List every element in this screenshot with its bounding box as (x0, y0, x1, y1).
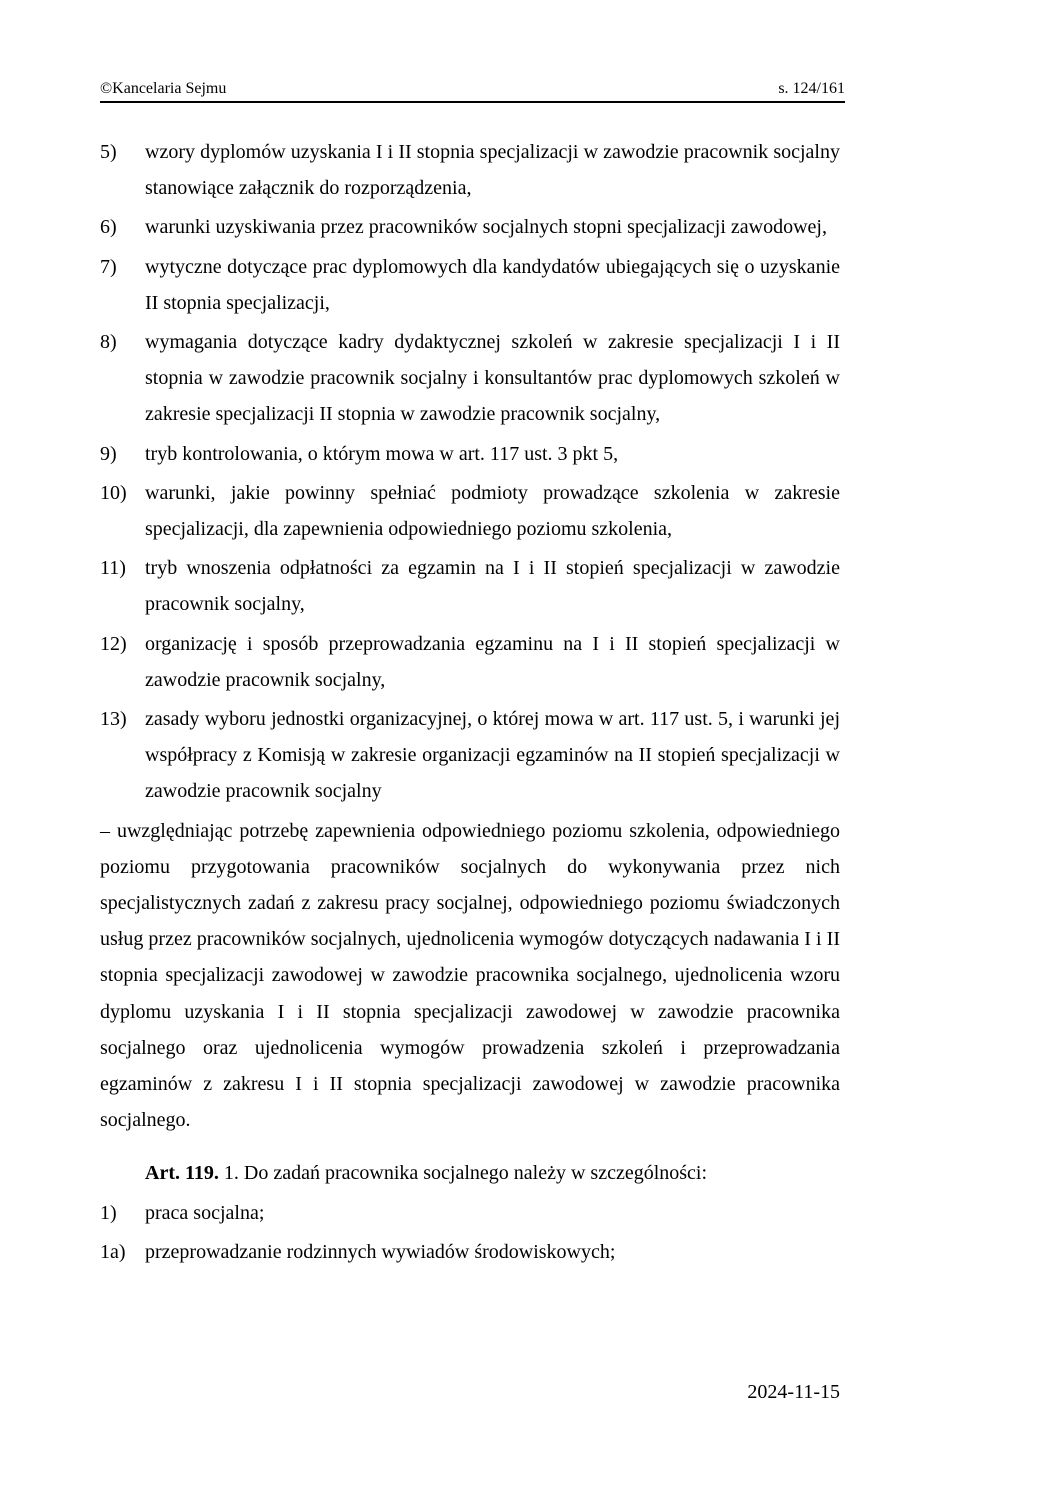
document-body (100, 134, 840, 1273)
list-item-text: warunki uzyskiwania przez pracowników socjalnych stopni specjalizacji zawodowej, (145, 216, 827, 239)
list-item (100, 475, 840, 547)
list-item-text: organizację i sposób przeprowadzania egzaminu na I i II stopień specjalizacji w zawodzie pracownik socjalny, (145, 632, 840, 691)
list-item-number: 11) (100, 557, 126, 580)
list-item (100, 324, 840, 433)
list-item (100, 701, 840, 810)
list-item-number: 12) (100, 632, 127, 655)
list-item-number: 1a) (100, 1240, 126, 1263)
list-item (100, 249, 840, 321)
list-item-text: wytyczne dotyczące prac dyplomowych dla kandydatów ubiegających się o uzyskanie II stopnia specjalizacji, (145, 255, 840, 314)
list-item (100, 1195, 840, 1231)
list-item (100, 209, 840, 245)
page-footer-date: 2024-11-15 (747, 1381, 840, 1403)
list-item (100, 1234, 840, 1270)
header-page-number: s. 124/161 (778, 80, 845, 97)
list-item-number: 13) (100, 708, 127, 731)
list-item-number: 7) (100, 255, 117, 278)
closing-paragraph: – uwzględniając potrzebę zapewnienia odpowiedniego poziomu szkolenia, odpowiedniego poziomu przygotowania pracowników socjalnych do wykonywania przez nich specjalistycznych zadań z zakresu pracy socjalnej, odpowiedniego poziomu świadczonych usług przez pracowników socjalnych, ujednolicenia wymogów dotyczących nadawania I i II stopnia specjalizacji zawodowej w zawodzie pracownika socjalnego, ujednolicenia wzoru dyplomu uzyskania I i II stopnia specjalizacji zawodowej w zawodzie pracownika socjalnego oraz ujednolicenia wymogów prowadzenia szkoleń i przeprowadzania egzaminów z zakresu I i II stopnia specjalizacji zawodowej w zawodzie pracownika socjalnego. (100, 819, 840, 1132)
list-item-number: 1) (100, 1201, 117, 1224)
list-item (100, 626, 840, 698)
list-item-number: 9) (100, 442, 117, 465)
header-publisher: ©Kancelaria Sejmu (100, 80, 227, 97)
list-item-number: 8) (100, 331, 117, 354)
list-item-text: praca socjalna; (145, 1201, 265, 1224)
article-intro-text: 1. Do zadań pracownika socjalnego należy w szczególności: (218, 1162, 708, 1185)
list-item-number: 6) (100, 216, 117, 239)
article-number: Art. 119. (145, 1162, 219, 1185)
page-header (100, 80, 845, 103)
list-item-text: tryb wnoszenia odpłatności za egzamin na I i II stopień specjalizacji w zawodzie pracownik socjalny, (145, 557, 840, 616)
list-item-number: 5) (100, 141, 117, 163)
list-item-text: wzory dyplomów uzyskania I i II stopnia specjalizacji w zawodzie pracownik socjalny stanowiące załącznik do rozporządzenia, (145, 141, 840, 200)
article-paragraph (100, 1155, 840, 1191)
list-item-number: 10) (100, 481, 127, 504)
list-item (100, 134, 840, 206)
list-item-text: wymagania dotyczące kadry dydaktycznej szkoleń w zakresie specjalizacji I i II stopnia w zawodzie pracownik socjalny i konsultantów prac dyplomowych szkoleń w zakresie specjalizacji II stopnia w zawodzie pracownik socjalny, (145, 331, 840, 426)
list-item-text: zasady wyboru jednostki organizacyjnej, o której mowa w art. 117 ust. 5, i warunki jej współpracy z Komisją w zakresie organizacji egzaminów na II stopień specjalizacji w zawodzie pracownik socjalny (145, 708, 840, 803)
list-item-text: warunki, jakie powinny spełniać podmioty prowadzące szkolenia w zakresie specjalizacji, dla zapewnienia odpowiedniego poziomu szkolenia, (145, 481, 840, 541)
list-item-text: tryb kontrolowania, o którym mowa w art. 117 ust. 3 pkt 5, (145, 442, 619, 465)
list-item (100, 436, 840, 472)
list-item-text: przeprowadzanie rodzinnych wywiadów środowiskowych; (145, 1240, 616, 1263)
list-item (100, 550, 840, 622)
